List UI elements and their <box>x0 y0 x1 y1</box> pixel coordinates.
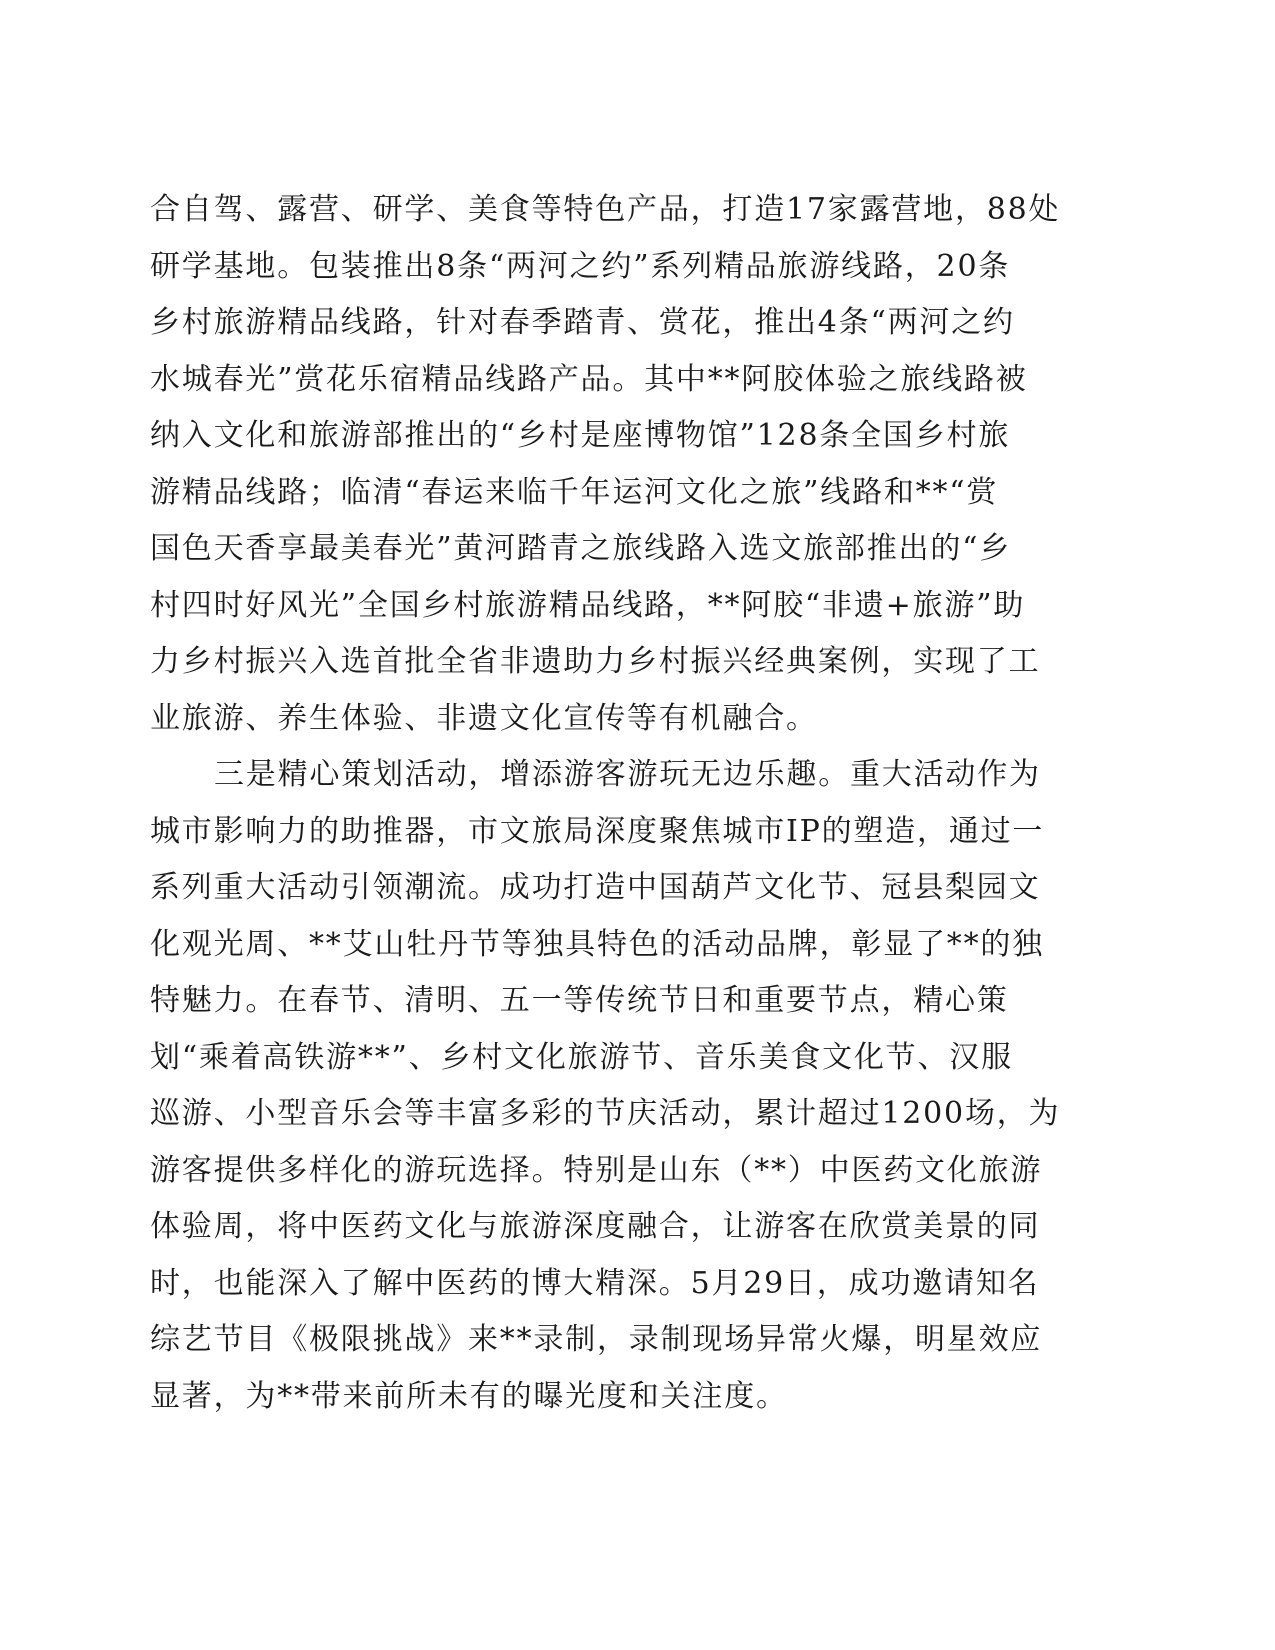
text-line: 力乡村振兴入选首批全省非遗助力乡村振兴经典案例，实现了工 <box>150 644 1041 679</box>
text-line: 系列重大活动引领潮流。成功打造中国葫芦文化节、冠县梨园文 <box>150 870 1041 905</box>
text-line: 化观光周、**艾山牡丹节等独具特色的活动品牌，彰显了**的独 <box>150 926 1044 962</box>
text-line: 乡村旅游精品线路，针对春季踏青、赏花，推出4条“两河之约 <box>150 305 1015 340</box>
paragraph-2 <box>150 747 1065 1425</box>
text-line: 合自驾、露营、研学、美食等特色产品，打造17家露营地，88处 <box>150 192 1061 227</box>
body-text <box>150 182 1065 1425</box>
text-line: 特魅力。在春节、清明、五一等传统节日和重要节点，精心策 <box>150 983 1009 1018</box>
text-line: 综艺节目《极限挑战》来**录制，录制现场异常火爆，明星效应 <box>150 1322 1043 1357</box>
text-line: 研学基地。包装推出8条“两河之约”系列精品旅游线路，20条 <box>150 248 1011 284</box>
text-line: 时，也能深入了解中医药的博大精深。5月29日，成功邀请知名 <box>150 1265 1040 1301</box>
text-line-first: 三是精心策划活动，增添游客游玩无边乐趣。重大活动作为 <box>214 757 1041 792</box>
text-line: 国色天香享最美春光”黄河踏青之旅线路入选文旅部推出的“乡 <box>150 531 1012 566</box>
text-line: 业旅游、养生体验、非遗文化宣传等有机融合。 <box>150 700 818 736</box>
text-line: 游客提供多样化的游玩选择。特别是山东（**）中医药文化旅游 <box>150 1152 1043 1188</box>
text-line: 村四时好风光”全国乡村旅游精品线路，**阿胶“非遗+旅游”助 <box>150 587 1026 623</box>
text-line: 水城春光”赏花乐宿精品线路产品。其中**阿胶体验之旅线路被 <box>150 361 1028 397</box>
text-line: 游精品线路；临清“春运来临千年运河文化之旅”线路和**“赏 <box>150 474 999 510</box>
text-line: 纳入文化和旅游部推出的“乡村是座博物馆”128条全国乡村旅 <box>150 418 1011 453</box>
paragraph-1 <box>150 182 1065 747</box>
text-line: 体验周，将中医药文化与旅游深度融合，让游客在欣赏美景的同 <box>150 1209 1041 1244</box>
text-line: 划“乘着高铁游**”、乡村文化旅游节、音乐美食文化节、汉服 <box>150 1039 1013 1075</box>
text-line: 城市影响力的助推器，市文旅局深度聚焦城市IP的塑造，通过一 <box>150 813 1045 849</box>
text-line: 显著，为**带来前所未有的曝光度和关注度。 <box>150 1378 788 1414</box>
text-line: 巡游、小型音乐会等丰富多彩的节庆活动，累计超过1200场，为 <box>150 1096 1061 1131</box>
